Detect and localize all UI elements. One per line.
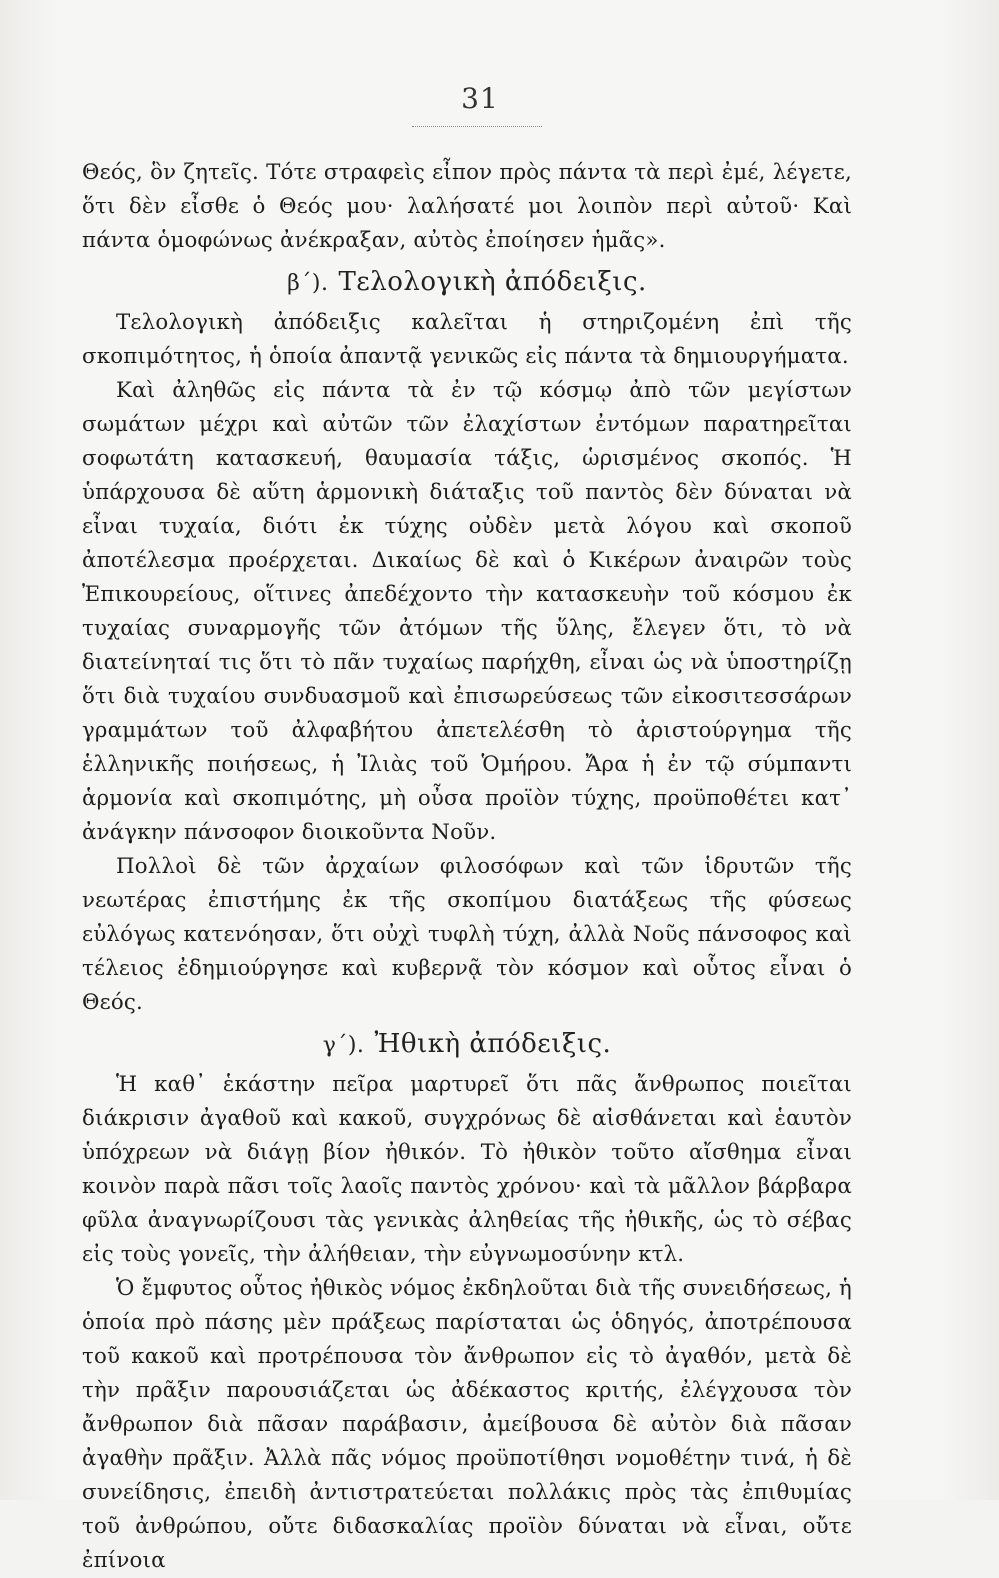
paragraph: Τελολογικὴ ἀπόδειξις καλεῖται ἡ στηριζομένη ἐπὶ τῆς σκοπιμότητος, ἡ ὁποία ἀπαντᾷ γενικῶς εἰς πάντα τὰ δημιουργήματα. bbox=[82, 310, 852, 369]
paragraph: Ἡ καθ᾽ ἑκάστην πεῖρα μαρτυρεῖ ὅτι πᾶς ἄνθρωπος ποιεῖται διάκρισιν ἀγαθοῦ καὶ κακοῦ, συγχρόνως δὲ αἰσθάνεται καὶ ἑαυτὸν ὑπόχρεων νὰ διάγῃ βίον ἠθικόν. Τὸ ἠθικὸν τοῦτο αἴσθημα εἶναι κοινὸν παρὰ πᾶσι τοῖς λαοῖς παντὸς χρόνου· καὶ τὰ μᾶλλον βάρβαρα φῦλα ἀναγνωρίζουσι τὰς γενικὰς ἀληθείας τῆς ἠθικῆς, ὡς τὸ σέβας εἰς τοὺς γονεῖς, τὴν ἀλήθειαν, τὴν εὐγνωμοσύνην κτλ. bbox=[82, 1072, 852, 1267]
page-number-rule bbox=[412, 126, 542, 127]
page-number: 31 bbox=[461, 82, 499, 115]
paragraph: Ὁ ἔμφυτος οὗτος ἠθικὸς νόμος ἐκδηλοῦται διὰ τῆς συνειδήσεως, ἡ ὁποία πρὸ πάσης μὲν πράξεως παρίσταται ὡς ὁδηγός, ἀποτρέπουσα τοῦ κακοῦ καὶ προτρέπουσα τὸν ἄνθρωπον εἰς τὸ ἀγαθόν, μετὰ δὲ τὴν πρᾶξιν παρουσιάζεται ὡς ἀδέκαστος κριτής, ἐλέγχουσα τὸν ἄνθρωπον διὰ πᾶσαν παράβασιν, ἀμείβουσα δὲ αὐτὸν διὰ πᾶσαν ἀγαθὴν πρᾶξιν. Ἀλλὰ πᾶς νόμος προϋποτίθησι νομοθέτην τινά, ἡ δὲ συνείδησις, ἐπειδὴ ἀντιστρατεύεται πολλάκις πρὸς τὰς ἐπιθυμίας τοῦ ἀνθρώπου, οὔτε διδασκαλίας προϊὸν δύναται νὰ εἶναι, οὔτε ἐπίνοια bbox=[82, 1276, 852, 1573]
paragraph: Καὶ ἀληθῶς εἰς πάντα τὰ ἐν τῷ κόσμῳ ἀπὸ τῶν μεγίστων σωμάτων μέχρι καὶ αὐτῶν τῶν ἐλαχίστων ἐντόμων παρατηρεῖται σοφωτάτη κατασκευή, θαυμασία τάξις, ὡρισμένος σκοπός. Ἡ ὑπάρχουσα δὲ αὕτη ἁρμονικὴ διάταξις τοῦ παντὸς δὲν δύναται νὰ εἶναι τυχαία, διότι ἐκ τύχης οὐδὲν μετὰ λόγου καὶ σκοποῦ ἀποτέλεσμα προέρχεται. Δικαίως δὲ καὶ ὁ Κικέρων ἀναιρῶν τοὺς Ἐπικουρείους, οἵτινες ἀπεδέχοντο τὴν κατασκευὴν τοῦ κόσμου ἐκ τυχαίας συναρμογῆς τῶν ἀτόμων τῆς ὕλης, ἔλεγεν ὅτι, τὸ νὰ διατείνηταί τις ὅτι τὸ πᾶν τυχαίως παρήχθη, εἶναι ὡς νὰ ὑποστηρίζῃ ὅτι διὰ τυχαίου συνδυασμοῦ καὶ ἐπισωρεύσεως τῶν εἰκοσιτεσσάρων γραμμάτων τοῦ ἀλφαβήτου ἀπετελέσθη τὸ ἀριστούργημα τῆς ἑλληνικῆς ποιήσεως, ἡ Ἰλιὰς τοῦ Ὁμήρου. Ἄρα ἡ ἐν τῷ σύμπαντι ἁρμονία καὶ σκοπιμότης, μὴ οὖσα προϊὸν τύχης, προϋποθέτει κατ᾽ ἀνάγκην πάνσοφον διοικοῦντα Νοῦν. bbox=[82, 378, 852, 845]
section-heading-teleological bbox=[82, 262, 852, 304]
section-heading-number: γ΄). bbox=[322, 1033, 365, 1058]
paragraph: Πολλοὶ δὲ τῶν ἀρχαίων φιλοσόφων καὶ τῶν ἱδρυτῶν τῆς νεωτέρας ἐπιστήμης ἐκ τῆς σκοπίμου διατάξεως τῆς φύσεως εὐλόγως κατενόησαν, ὅτι οὐχὶ τυφλὴ τύχη, ἀλλὰ Νοῦς πάνσοφος καὶ τέλειος ἐδημιούργησε καὶ κυβερνᾷ τὸν κόσμον καὶ οὗτος εἶναι ὁ Θεός. bbox=[82, 854, 852, 1015]
section-heading-ethical bbox=[82, 1024, 852, 1066]
paragraph-continuation: Θεός, ὃν ζητεῖς. Τότε στραφεὶς εἶπον πρὸς πάντα τὰ περὶ ἐμέ, λέγετε, ὅτι δὲν εἶσθε ὁ Θεός μου· λαλήσατέ μοι λοιπὸν περὶ αὐτοῦ· Καὶ πάντα ὁμοφώνως ἀνέκραξαν, αὐτὸς ἐποίησεν ἡμᾶς». bbox=[82, 160, 852, 253]
page-body bbox=[82, 156, 852, 1578]
section-heading-text: Ἠθικὴ ἀπόδειξις. bbox=[374, 1029, 612, 1059]
section-heading-number: β΄). bbox=[287, 271, 329, 296]
section-heading-text: Τελολογικὴ ἀπόδειξις. bbox=[338, 267, 647, 297]
